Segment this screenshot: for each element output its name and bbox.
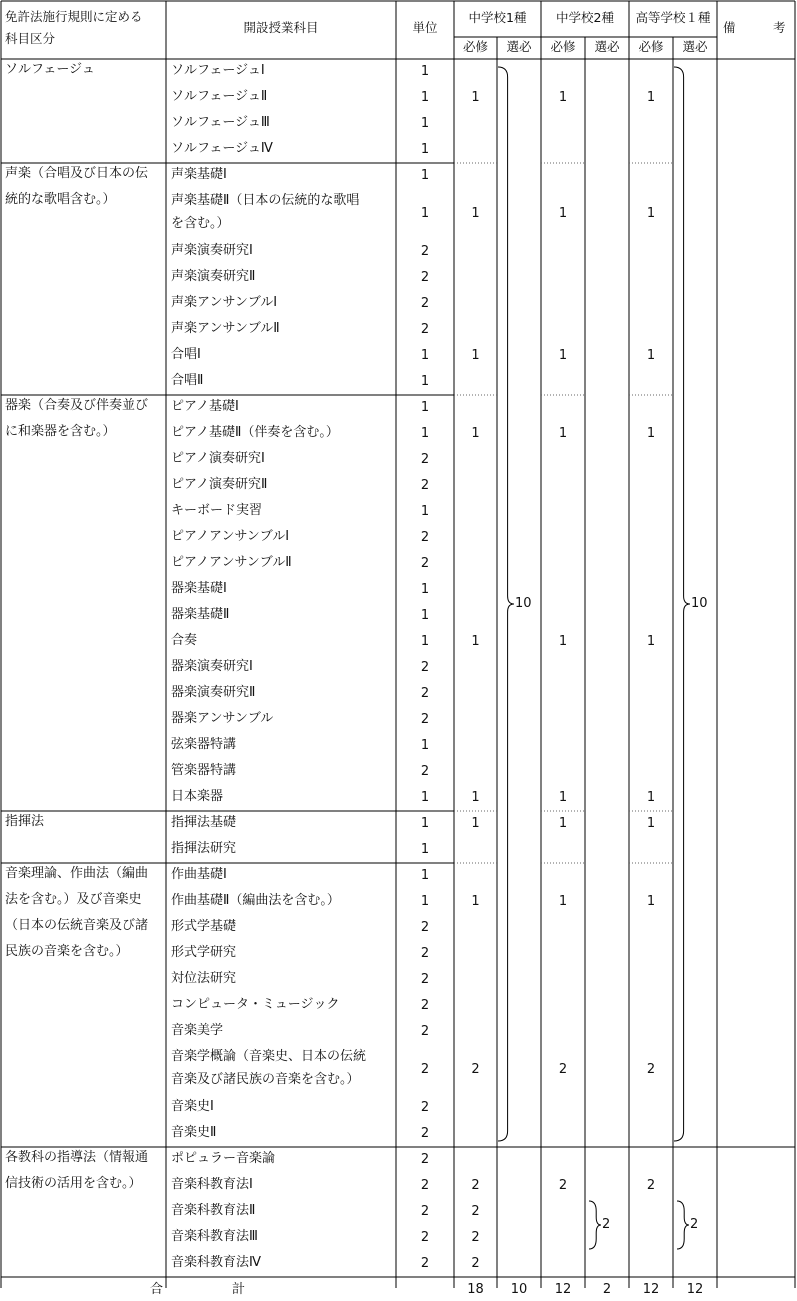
subject-name: 音楽科教育法Ⅲ xyxy=(171,1229,258,1244)
credit-value: 1 xyxy=(420,168,430,183)
credit-value: 1 xyxy=(420,116,430,131)
subject-name: ピアノ演奏研究Ⅰ xyxy=(171,451,265,466)
credit-value: 1 xyxy=(420,842,430,857)
credit-value: 1 xyxy=(420,142,430,157)
subject-name: 形式学基礎 xyxy=(171,919,237,934)
credit-value: 2 xyxy=(420,1230,430,1245)
required-j1: 1 xyxy=(471,816,480,831)
required-h1: 1 xyxy=(646,816,656,831)
credit-value: 1 xyxy=(420,790,430,805)
required-h1: 2 xyxy=(646,1178,656,1193)
credit-value: 2 xyxy=(420,1024,430,1039)
credit-value: 2 xyxy=(420,972,430,987)
subject-name: 器楽アンサンブル xyxy=(171,711,274,726)
subject-name: 指揮法基礎 xyxy=(171,815,237,830)
header-remarks: 備 考 xyxy=(723,20,786,35)
header-elective: 選必 xyxy=(594,39,620,54)
category-label: 法を含む。）及び音楽史 xyxy=(5,892,142,907)
header-credits: 単位 xyxy=(412,20,438,35)
brace-jhs1-total: 10 xyxy=(515,596,532,611)
subject-name: ソルフェージュⅣ xyxy=(171,141,273,156)
credit-value: 2 xyxy=(420,270,430,285)
header-elective: 選必 xyxy=(506,39,532,54)
credit-value: 1 xyxy=(420,426,430,441)
subject-name: ピアノアンサンブルⅠ xyxy=(171,529,290,544)
subject-name: 管楽器特講 xyxy=(171,763,237,778)
credit-value: 2 xyxy=(420,1204,430,1219)
credit-value: 2 xyxy=(420,1152,430,1167)
required-j1: 1 xyxy=(471,894,480,909)
subject-name: ソルフェージュⅡ xyxy=(171,89,268,104)
subject-name: ソルフェージュⅠ xyxy=(171,63,265,78)
category-label: ソルフェージュ xyxy=(5,62,95,77)
total-h1_elective: 12 xyxy=(686,1282,704,1297)
credit-value: 2 xyxy=(420,296,430,311)
total-label-1: 合 xyxy=(150,1282,164,1297)
subject-name: 対位法研究 xyxy=(171,971,237,986)
required-j2: 1 xyxy=(558,790,568,805)
header-required: 必修 xyxy=(550,39,576,54)
header-subject: 開設授業科目 xyxy=(243,20,319,35)
credit-value: 2 xyxy=(420,556,430,571)
required-h1: 2 xyxy=(646,1062,656,1077)
required-j2: 1 xyxy=(558,634,568,649)
subject-name: ソルフェージュⅢ xyxy=(171,115,270,130)
header-category-line1: 免許法施行規則に定める xyxy=(5,9,143,24)
required-j1: 1 xyxy=(471,206,480,221)
required-h1: 1 xyxy=(646,634,656,649)
credit-value: 2 xyxy=(420,1256,430,1271)
subject-name: 音楽及び諸民族の音楽を含む。） xyxy=(171,1072,360,1087)
required-h1: 1 xyxy=(646,90,656,105)
total-label-2: 計 xyxy=(232,1282,246,1297)
credit-value: 1 xyxy=(420,634,430,649)
required-j2: 1 xyxy=(558,426,568,441)
category-label: に和楽器を含む。） xyxy=(5,424,116,439)
credit-value: 1 xyxy=(420,738,430,753)
required-j1: 2 xyxy=(471,1178,480,1193)
brace-hs1-methods xyxy=(677,1201,689,1249)
subject-name: 声楽基礎Ⅱ（日本の伝統的な歌唱 xyxy=(171,193,360,208)
header-category-line2: 科目区分 xyxy=(5,31,56,46)
subject-name: を含む。） xyxy=(171,216,230,231)
required-j2: 1 xyxy=(558,206,568,221)
credit-value: 1 xyxy=(420,868,430,883)
subject-name: 器楽基礎Ⅰ xyxy=(171,581,227,596)
subject-name: 合奏 xyxy=(171,633,198,648)
credit-value: 1 xyxy=(420,608,430,623)
header-jhs1: 中学校1種 xyxy=(468,10,527,25)
credit-value: 1 xyxy=(420,206,430,221)
subject-name: 音楽史Ⅱ xyxy=(171,1125,217,1140)
required-j1: 2 xyxy=(471,1204,480,1219)
subject-name: 合唱Ⅰ xyxy=(171,347,201,362)
subject-name: 形式学研究 xyxy=(171,945,237,960)
category-label: 各教科の指導法（情報通 xyxy=(5,1150,149,1165)
credit-value: 2 xyxy=(420,946,430,961)
credit-value: 1 xyxy=(420,374,430,389)
subject-name: 器楽基礎Ⅱ xyxy=(171,607,230,622)
subject-name: 音楽科教育法Ⅱ xyxy=(171,1203,256,1218)
brace-jhs2-methods xyxy=(589,1201,601,1249)
required-j2: 1 xyxy=(558,816,568,831)
subject-name: 器楽演奏研究Ⅰ xyxy=(171,659,253,674)
category-label: 指揮法 xyxy=(5,814,45,829)
credit-value: 2 xyxy=(420,1126,430,1141)
credit-value: 2 xyxy=(420,712,430,727)
credit-value: 1 xyxy=(420,400,430,415)
required-h1: 1 xyxy=(646,894,656,909)
subject-name: 弦楽器特講 xyxy=(171,737,237,752)
credit-value: 2 xyxy=(420,478,430,493)
credit-value: 2 xyxy=(420,322,430,337)
header-required: 必修 xyxy=(638,39,664,54)
required-j1: 1 xyxy=(471,348,480,363)
required-j1: 2 xyxy=(471,1230,480,1245)
credit-value: 1 xyxy=(420,582,430,597)
required-j2: 2 xyxy=(558,1062,568,1077)
brace-jhs1-elective xyxy=(498,67,514,1141)
credit-value: 2 xyxy=(420,686,430,701)
credit-value: 2 xyxy=(420,452,430,467)
credit-value: 2 xyxy=(420,920,430,935)
header-jhs2: 中学校2種 xyxy=(556,10,614,25)
credit-value: 2 xyxy=(420,1062,430,1077)
required-j1: 1 xyxy=(471,790,480,805)
required-j1: 1 xyxy=(471,426,480,441)
subject-name: 声楽アンサンブルⅡ xyxy=(171,321,280,336)
header-required: 必修 xyxy=(462,39,488,54)
subject-name: 音楽史Ⅰ xyxy=(171,1099,214,1114)
required-h1: 1 xyxy=(646,426,656,441)
required-j2: 1 xyxy=(558,90,568,105)
subject-name: コンピュータ・ミュージック xyxy=(171,997,340,1012)
subject-name: 合唱Ⅱ xyxy=(171,373,204,388)
subject-name: 声楽演奏研究Ⅱ xyxy=(171,269,256,284)
credit-value: 2 xyxy=(420,244,430,259)
subject-name: 日本楽器 xyxy=(171,789,224,804)
subject-name: 音楽科教育法Ⅰ xyxy=(171,1177,253,1192)
credit-value: 1 xyxy=(420,894,430,909)
category-label: 民族の音楽を含む。） xyxy=(5,944,129,959)
credit-value: 1 xyxy=(420,504,430,519)
credit-value: 2 xyxy=(420,764,430,779)
required-h1: 1 xyxy=(646,790,656,805)
category-label: 統的な歌唱含む。） xyxy=(5,192,116,207)
subject-name: 指揮法研究 xyxy=(171,841,237,856)
category-label: （日本の伝統音楽及び諸 xyxy=(5,918,149,933)
total-j2_elective: 2 xyxy=(602,1282,612,1297)
subject-name: ポピュラー音楽論 xyxy=(171,1151,276,1166)
header-elective: 選必 xyxy=(682,39,708,54)
credit-value: 2 xyxy=(420,1100,430,1115)
category-label: 音楽理論、作曲法（編曲 xyxy=(5,866,149,881)
required-j1: 1 xyxy=(471,634,480,649)
brace-hs1-elective xyxy=(674,67,690,1141)
credit-value: 2 xyxy=(420,998,430,1013)
required-h1: 1 xyxy=(646,348,656,363)
total-j1_required: 18 xyxy=(467,1282,484,1297)
subject-name: 声楽基礎Ⅰ xyxy=(171,167,227,182)
credit-value: 2 xyxy=(420,660,430,675)
subject-name: ピアノ基礎Ⅰ xyxy=(171,399,239,414)
brace-jhs2-methods-total: 2 xyxy=(602,1217,611,1232)
required-j1: 2 xyxy=(471,1062,480,1077)
credit-value: 1 xyxy=(420,64,430,79)
credit-value: 2 xyxy=(420,1178,430,1193)
category-label: 器楽（合奏及び伴奏並び xyxy=(5,398,149,413)
brace-hs1-total: 10 xyxy=(691,596,708,611)
credit-value: 1 xyxy=(420,90,430,105)
brace-hs1-methods-total: 2 xyxy=(690,1217,699,1232)
category-label: 信技術の活用を含む。） xyxy=(5,1176,142,1191)
required-j2: 1 xyxy=(558,348,568,363)
subject-name: 声楽アンサンブルⅠ xyxy=(171,295,278,310)
subject-name: 声楽演奏研究Ⅰ xyxy=(171,243,253,258)
subject-name: 器楽演奏研究Ⅱ xyxy=(171,685,256,700)
subject-name: 音楽学概論（音楽史、日本の伝統 xyxy=(171,1049,367,1064)
subject-name: キーボード実習 xyxy=(171,503,263,518)
subject-name: ピアノアンサンブルⅡ xyxy=(171,555,292,570)
category-label: 声楽（合唱及び日本の伝 xyxy=(5,166,149,181)
credit-value: 1 xyxy=(420,816,430,831)
required-j1: 1 xyxy=(471,90,480,105)
total-j2_required: 12 xyxy=(554,1282,572,1297)
credit-value: 2 xyxy=(420,530,430,545)
subject-name: 音楽美学 xyxy=(171,1023,224,1038)
subject-name: 音楽科教育法Ⅳ xyxy=(171,1255,261,1270)
required-j1: 2 xyxy=(471,1256,480,1271)
subject-name: ピアノ演奏研究Ⅱ xyxy=(171,477,268,492)
subject-name: ピアノ基礎Ⅱ（伴奏を含む。） xyxy=(171,425,339,440)
header-hs1: 高等学校１種 xyxy=(635,10,711,25)
subject-name: 作曲基礎Ⅰ xyxy=(171,867,227,882)
subject-name: 作曲基礎Ⅱ（編曲法を含む。） xyxy=(171,893,340,908)
total-j1_elective: 10 xyxy=(510,1282,528,1297)
required-j2: 2 xyxy=(558,1178,568,1193)
required-h1: 1 xyxy=(646,206,656,221)
required-j2: 1 xyxy=(558,894,568,909)
credit-value: 1 xyxy=(420,348,430,363)
total-h1_required: 12 xyxy=(642,1282,660,1297)
